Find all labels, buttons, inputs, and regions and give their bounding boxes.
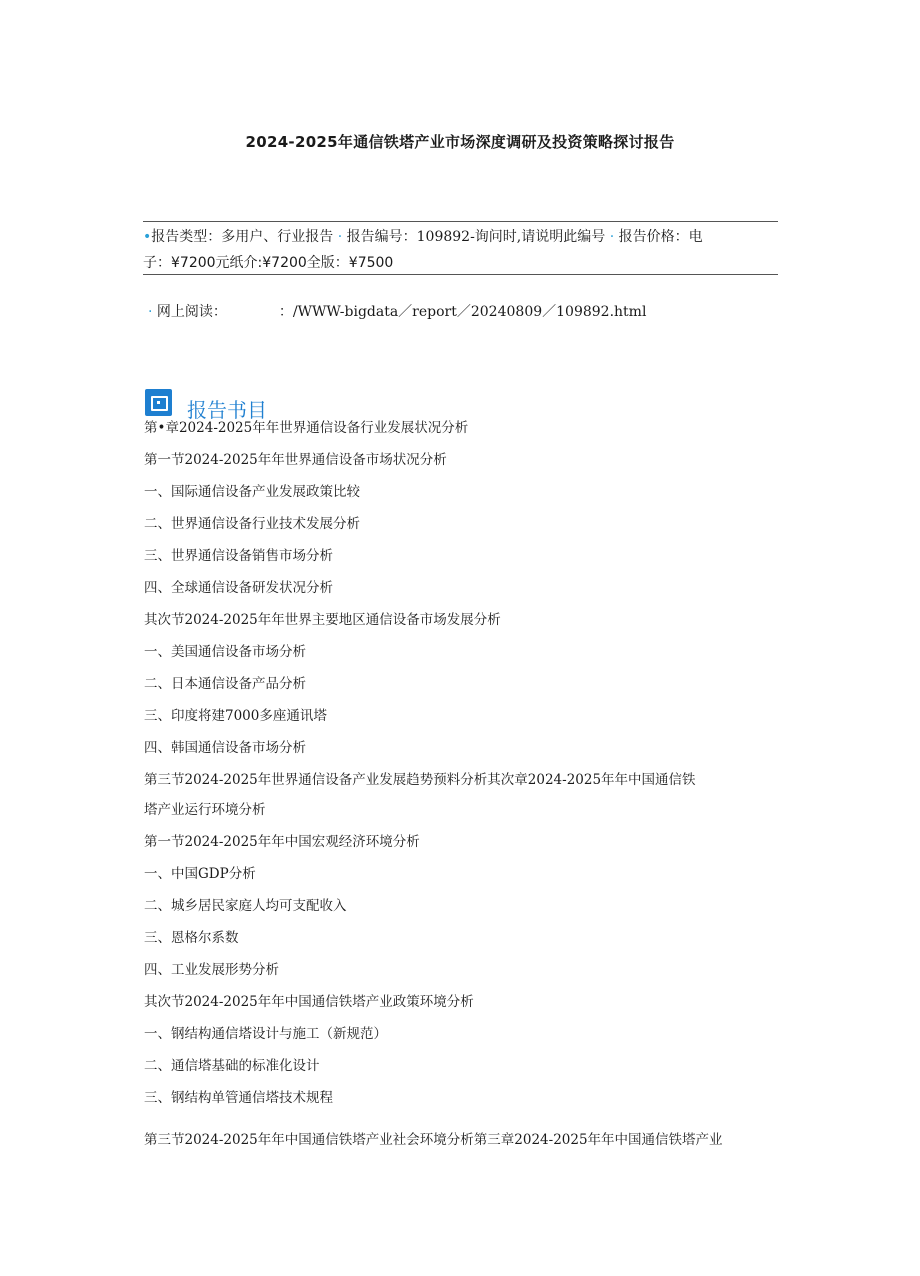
toc-item: 第一节2024-2025年年中国宏观经济环境分析 — [144, 834, 420, 850]
toc-item: 第一节2024-2025年年世界通信设备市场状况分析 — [144, 452, 447, 468]
toc-item: 四、工业发展形势分析 — [144, 962, 279, 978]
online-reading-url[interactable]: ：/WWW-bigdata／report／20240809／109892.html — [278, 304, 647, 320]
report-info-box — [143, 221, 778, 275]
bullet-dot: · — [148, 304, 153, 320]
toc-item: 二、世界通信设备行业技术发展分析 — [144, 516, 360, 532]
toc-item: 二、通信塔基础的标准化设计 — [144, 1058, 320, 1074]
toc-item: 第三节2024-2025年世界通信设备产业发展趋势预料分析其次章2024-2025年年中国通信铁 — [144, 772, 696, 788]
toc-item: 其次节2024-2025年年中国通信铁塔产业政策环境分析 — [144, 994, 474, 1010]
toc-item: 四、韩国通信设备市场分析 — [144, 740, 306, 756]
report-info-line-1 — [143, 227, 703, 247]
bullet-dot: · — [337, 229, 343, 245]
toc-item: 一、钢结构通信塔设计与施工（新规范） — [144, 1026, 387, 1042]
report-number: 报告编号：109892-询问时,请说明此编号 — [346, 229, 606, 245]
report-title: 2024-2025年通信铁塔产业市场深度调研及投资策略探讨报告 — [245, 133, 675, 151]
toc-item: 三、世界通信设备销售市场分析 — [144, 548, 333, 564]
toc-item: 一、美国通信设备市场分析 — [144, 644, 306, 660]
toc-item: 二、城乡居民家庭人均可支配收入 — [144, 898, 347, 914]
online-reading-label: 网上阅读： — [156, 304, 227, 320]
toc-item: 四、全球通信设备研发状况分析 — [144, 580, 333, 596]
toc-item: 二、日本通信设备产品分析 — [144, 676, 306, 692]
toc-heading-label: 报告书目 — [187, 398, 267, 422]
toc-item: 一、国际通信设备产业发展政策比较 — [144, 484, 360, 500]
toc-item: 三、钢结构单管通信塔技术规程 — [144, 1090, 333, 1106]
toc-item: 其次节2024-2025年年世界主要地区通信设备市场发展分析 — [144, 612, 501, 628]
toc-item: 塔产业运行环境分析 — [144, 802, 266, 818]
toc-item: 三、印度将建7000多座通讯塔 — [144, 708, 327, 724]
bullet-dot: • — [143, 229, 152, 245]
report-price: 报告价格：电 — [618, 229, 703, 245]
toc-item: 第•章2024-2025年年世界通信设备行业发展状况分析 — [144, 420, 469, 436]
toc-item: 三、恩格尔系数 — [144, 930, 239, 946]
bullet-dot: · — [609, 229, 615, 245]
online-reading — [148, 302, 646, 322]
report-type: 报告类型：多用户、行业报告 — [151, 229, 334, 245]
toc-item: 第三节2024-2025年年中国通信铁塔产业社会环境分析第三章2024-2025年年中国通信铁塔产业 — [144, 1132, 723, 1148]
report-price-continued: 子：¥7200元纸介:¥7200全版：¥7500 — [143, 255, 394, 271]
document-icon — [145, 389, 172, 416]
toc-item: 一、中国GDP分析 — [144, 866, 256, 882]
